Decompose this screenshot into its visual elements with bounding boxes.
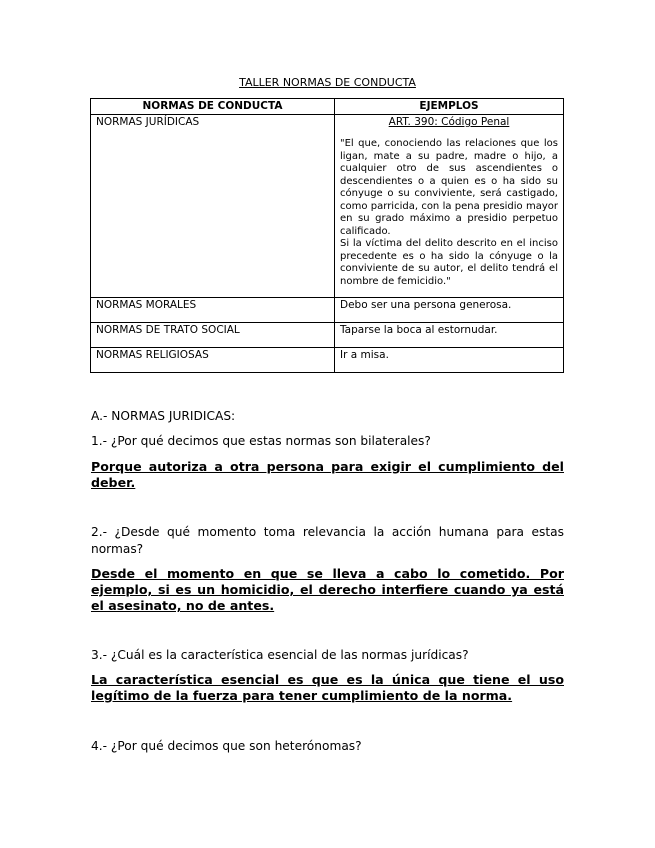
table-row — [91, 115, 564, 298]
norms-table — [90, 98, 564, 373]
question-1: 1.- ¿Por qué decimos que estas normas son bilaterales? — [91, 434, 431, 448]
row-label: NORMAS DE TRATO SOCIAL — [91, 323, 335, 348]
table-header-row — [91, 99, 564, 115]
article-reference: ART. 390: Código Penal — [388, 116, 510, 128]
row-example: Taparse la boca al estornudar. — [335, 323, 564, 348]
question-2: 2.- ¿Desde qué momento toma relevancia la acción humana para estas normas? — [91, 525, 564, 556]
answer-1: Porque autoriza a otra persona para exigir el cumplimiento del deber. — [91, 459, 564, 490]
header-ejemplos: EJEMPLOS — [335, 99, 564, 115]
section-heading: A.- NORMAS JURIDICAS: — [91, 409, 236, 423]
table-row — [91, 298, 564, 323]
table-row — [91, 348, 564, 373]
question-4: 4.- ¿Por qué decimos que son heterónomas? — [91, 739, 362, 753]
row-example-juridicas — [335, 115, 564, 298]
header-normas: NORMAS DE CONDUCTA — [91, 99, 335, 115]
row-example: Ir a misa. — [335, 348, 564, 373]
question-3: 3.- ¿Cuál es la característica esencial de las normas jurídicas? — [91, 648, 469, 662]
article-quote-p1: "El que, conociendo las relaciones que los ligan, mate a su padre, madre o hijo, a cualquier otro de sus ascendientes o descendientes o a quien es o ha sido su cónyuge o su conviviente, será castigado, como parricida, con la pena presidio mayor en su grado máximo a presidio perpetuo calificado. — [340, 138, 558, 237]
row-example: Debo ser una persona generosa. — [335, 298, 564, 323]
answer-2: Desde el momento en que se lleva a cabo lo cometido. Por ejemplo, si es un homicidio, el derecho interfiere cuando ya está el asesinato, no de antes. — [91, 566, 564, 613]
article-quote-p2: Si la víctima del delito descrito en el inciso precedente es o ha sido la cónyuge o la conviviente de su autor, el delito tendrá el nombre de femicidio." — [340, 238, 558, 287]
answer-3: La característica esencial es que es la única que tiene el uso legítimo de la fuerza para tener cumplimiento de la norma. — [91, 672, 564, 703]
row-label: NORMAS MORALES — [91, 298, 335, 323]
row-label: NORMAS RELIGIOSAS — [91, 348, 335, 373]
page-title: TALLER NORMAS DE CONDUCTA — [239, 76, 416, 89]
row-label-juridicas: NORMAS JURÍDICAS — [91, 115, 335, 298]
table-row — [91, 323, 564, 348]
